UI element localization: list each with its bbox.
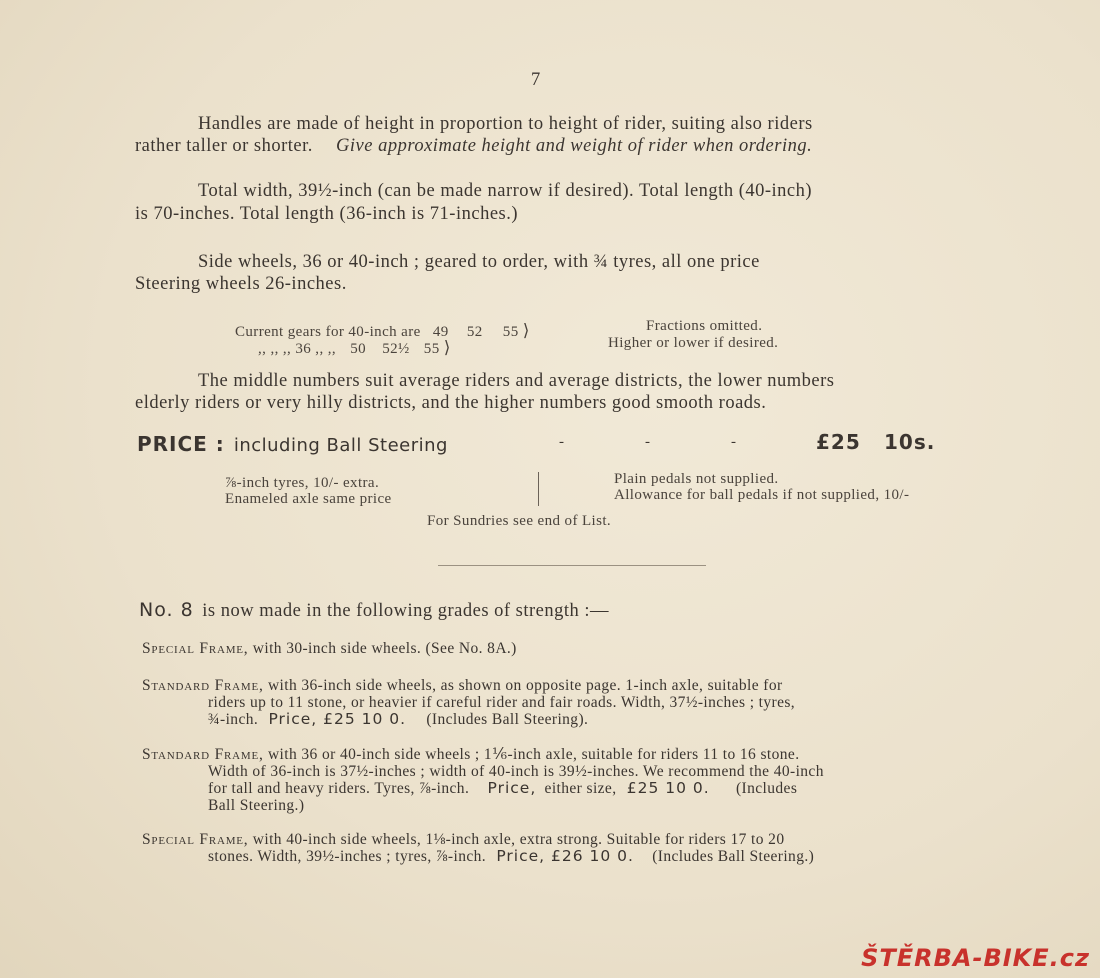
grade-line: with 30-inch side wheels. (See No. 8A.) [252,640,517,657]
width-line-1: Total width, 39½-inch (can be made narrow if desired). Total length (40-inch) [198,181,813,201]
grade-line: with 36 or 40-inch side wheels ; 1⅙-inch axle, suitable for riders 11 to 16 stone. [267,746,800,763]
watermark-suffix: -BIKE.cz [972,944,1090,972]
grade-2-line-3 [208,711,588,728]
grade-line: (Includes [736,780,798,797]
price-shillings: 10s. [884,430,936,454]
grade-3-line-4: Ball Steering.) [208,797,305,814]
width-line-2: is 70-inches. Total length (36-inch is 71-inches.) [135,204,519,224]
no8-text: is now made in the following grades of strength :— [202,601,610,621]
gear-value: 55 [502,324,519,340]
gears-row-2 [258,338,451,358]
handles-line-2-italic: Give approximate height and weight of rider when ordering. [336,136,813,156]
grade-price-word: Price, [487,779,537,797]
price-line [137,432,448,457]
no8-label: No. 8 [139,599,194,621]
price-amount: £25 [816,430,861,454]
gears-row-2-label: ,, ,, ,, 36 ,, ,, [258,341,337,357]
extras-right-2: Allowance for ball pedals if not supplied, 10/- [614,487,910,503]
price-dash: - [731,434,736,450]
middle-line-1: The middle numbers suit average riders and average districts, the lower numbers [198,371,835,391]
handles-line-2-plain: rather taller or shorter. [135,136,313,156]
grade-3-line-3 [208,780,797,797]
handles-line-1: Handles are made of height in proportion to height of rider, suiting also riders [198,114,813,134]
wheels-line-1: Side wheels, 36 or 40-inch ; geared to order, with ¾ tyres, all one price [198,252,760,272]
grade-3-line-1 [142,746,799,763]
gear-value: 52 [466,324,483,340]
price-dash: - [645,434,650,450]
grade-line: for tall and heavy riders. Tyres, ⅞-inch. [208,780,470,797]
no8-heading [139,599,609,622]
price-label: PRICE : [137,432,225,456]
price-dash: - [559,434,564,450]
extras-left-2: Enameled axle same price [225,491,392,507]
grade-1 [142,640,517,657]
grade-2-line-2: riders up to 11 stone, or heavier if careful rider and fair roads. Width, 37½-inches ; tyres, [208,694,796,711]
extras-right-1: Plain pedals not supplied. [614,471,779,487]
grade-line: either size, [544,780,617,797]
grade-line: (Includes Ball Steering). [426,711,589,728]
grade-3-line-2: Width of 36-inch is 37½-inches ; width of 40-inch is 39½-inches. We recommend the 40-inch [208,763,824,780]
watermark-logo [861,944,1090,972]
grade-2-line-1 [142,677,783,694]
price-desc: including Ball Steering [233,435,448,456]
extras-divider [538,472,539,506]
handles-line-2 [135,136,812,157]
section-divider [438,565,706,566]
grade-title: Special Frame, [142,640,249,657]
gear-value: 52½ [382,341,410,357]
gears-note-2: Higher or lower if desired. [608,335,779,351]
sundries-note: For Sundries see end of List. [427,513,612,529]
grade-price-amount: £25 10 0. [626,779,710,797]
grade-line: (Includes Ball Steering.) [652,848,815,865]
grade-title: Standard Frame, [142,746,264,763]
grade-line: with 36-inch side wheels, as shown on opposite page. 1-inch axle, suitable for [267,677,783,694]
brace-icon: ⟩ [522,321,530,340]
brace-icon: ⟩ [443,338,451,357]
grade-title: Standard Frame, [142,677,264,694]
grade-4-line-1 [142,831,784,848]
gear-value: 49 [432,324,449,340]
grade-line: ¾-inch. [208,711,259,728]
grade-4-line-2 [208,848,814,865]
watermark-brand: ŠTĚRBA [861,944,973,972]
grade-price: Price, £26 10 0. [496,847,634,865]
gears-row-1-label: Current gears for 40-inch are [235,324,421,340]
grade-line: stones. Width, 39½-inches ; tyres, ⅞-inch. [208,848,487,865]
grade-title: Special Frame, [142,831,249,848]
wheels-line-2: Steering wheels 26-inches. [135,274,347,294]
page-number: 7 [531,70,541,90]
gears-note-1: Fractions omitted. [646,318,763,334]
grade-price: Price, £25 10 0. [268,710,407,728]
middle-line-2: elderly riders or very hilly districts, and the higher numbers good smooth roads. [135,393,767,413]
grade-line: with 40-inch side wheels, 1⅛-inch axle, extra strong. Suitable for riders 17 to 20 [252,831,785,848]
extras-left-1: ⅞-inch tyres, 10/- extra. [225,475,380,491]
gear-value: 50 [350,341,367,357]
gear-value: 55 [423,341,440,357]
